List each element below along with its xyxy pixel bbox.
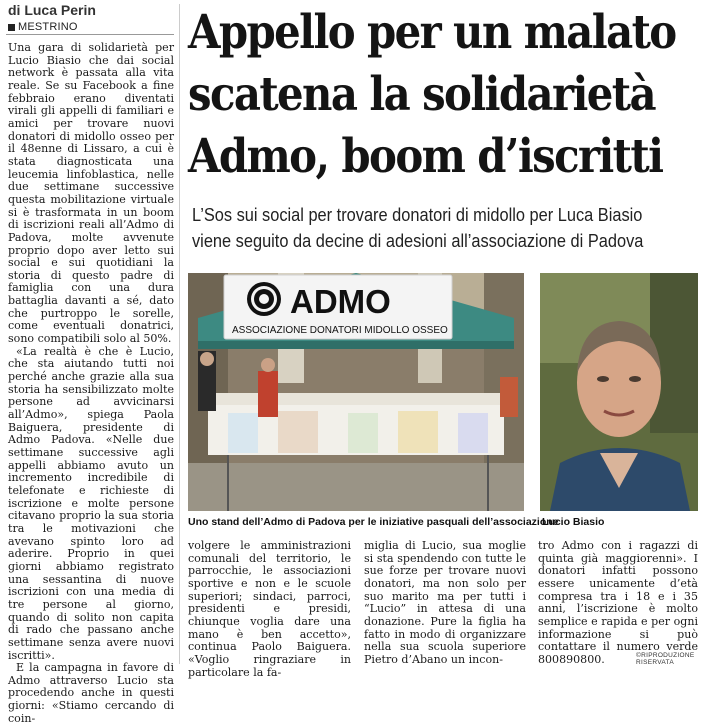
paragraph: volgere le amministrazioni comunali del territorio, le parrocchie, le associazioni sportive e non e le scuole superiori; sindaci, parroci, presidenti e presidi, chiunque voglia dare una mano è ben accetto», continua Paolo Baiguera. «Voglio ringraziare in particolare la fa-	[188, 539, 351, 679]
headline-line: Appello per un malato	[188, 5, 676, 60]
headline-line: Admo, boom d’iscritti	[188, 129, 663, 184]
copyright-note: ©RIPRODUZIONE RISERVATA	[636, 652, 695, 666]
place-line	[8, 21, 78, 33]
bullet-square-icon	[8, 24, 15, 31]
subhead-line: viene seguito da decine di adesioni all’associazione di Padova	[192, 231, 644, 251]
headline	[188, 2, 676, 188]
article-column-1	[8, 42, 174, 725]
paragraph: E la campagna in favore di Admo attraverso Lucio sta procedendo anche in questi giorni: «Stiamo cercando di coin-	[8, 661, 174, 725]
divider	[6, 34, 174, 35]
article-column-4	[538, 540, 698, 667]
paragraph: «La realtà è che è Lucio, che sta aiutando tutti noi perché anche grazie alla sua storia ha sensibilizzato molte persone ad avvicinarsi all’Admo», spiega Paola Baiguera, presidente di Admo Padova. «Nelle due settimane successive agli appelli abbiamo avuto un incremento incredibile di telefonate e richieste di iscrizione e molte persone citavano proprio la sua storia tra le motivazioni che avevano spinto loro ad aderire. Proprio in quei giorni abbiamo registrato una sessantina di nuove iscrizioni con una media di tre persone al giorno, quando di solito non capita di rado che passano anche settimane senza avere nuovi iscritti».	[8, 344, 174, 662]
portrait-photo	[540, 273, 698, 511]
column-divider	[179, 4, 180, 664]
paragraph: miglia di Lucio, sua moglie si sta spendendo con tutte le sue forze per trovare nuovi donatori, ma non solo per suo marito ma per tutti i “Lucio” in attesa di una donazione. Pure la figlia ha fatto in modo di organizzare nella sua scuola superiore Pietro d’Abano un incon-	[364, 539, 526, 666]
paragraph: tro Admo con i ragazzi di quinta già maggiorenni». I donatori infatti possono essere unicamente d’età compresa tra i 18 e i 35 anni, l’iscrizione è molto semplice e rapida e per ogni informazione si può contattare il numero verde 800890800.	[538, 539, 698, 666]
stand-photo-image	[188, 273, 524, 511]
article-column-3	[364, 540, 526, 667]
portrait-image	[540, 273, 698, 511]
subhead-line: L’Sos sui social per trovare donatori di midollo per Luca Biasio	[192, 205, 643, 225]
portrait-caption: Lucio Biasio	[542, 516, 605, 528]
subheadline	[192, 202, 660, 254]
headline-line: scatena la solidarietà	[188, 67, 656, 122]
banner-brand: ADMO	[290, 283, 391, 320]
byline: di Luca Perin	[8, 2, 96, 18]
banner-subtitle: ASSOCIAZIONE DONATORI MIDOLLO OSSEO	[232, 325, 448, 336]
article-column-2	[188, 540, 351, 679]
place-name: MESTRINO	[18, 21, 78, 33]
stand-photo	[188, 273, 524, 511]
photo-caption: Uno stand dell’Admo di Padova per le iniziative pasquali dell’associazione	[188, 516, 559, 528]
paragraph: Una gara di solidarietà per Lucio Biasio che dai social network è passata alla vita reale. Se su Facebook a fine febbraio erano diventati virali gli appelli di familiari e amici per trovare nuovi donatori di midollo osseo per il 48enne di Lissaro, a cui è stata diagnosticata una leucemia linfoblastica, nelle due settimane successive questa mobilitazione virtuale si è trasformata in un boom di iscrizioni reali all’Admo di Padova, molte avvenute proprio dopo aver letto sui social e sui quotidiani la storia di questo padre di famiglia con una dura battaglia davanti a sé, dato che purtroppo le sorelle, come eventuali donatrici, sono compatibili solo al 50%.	[8, 41, 174, 346]
